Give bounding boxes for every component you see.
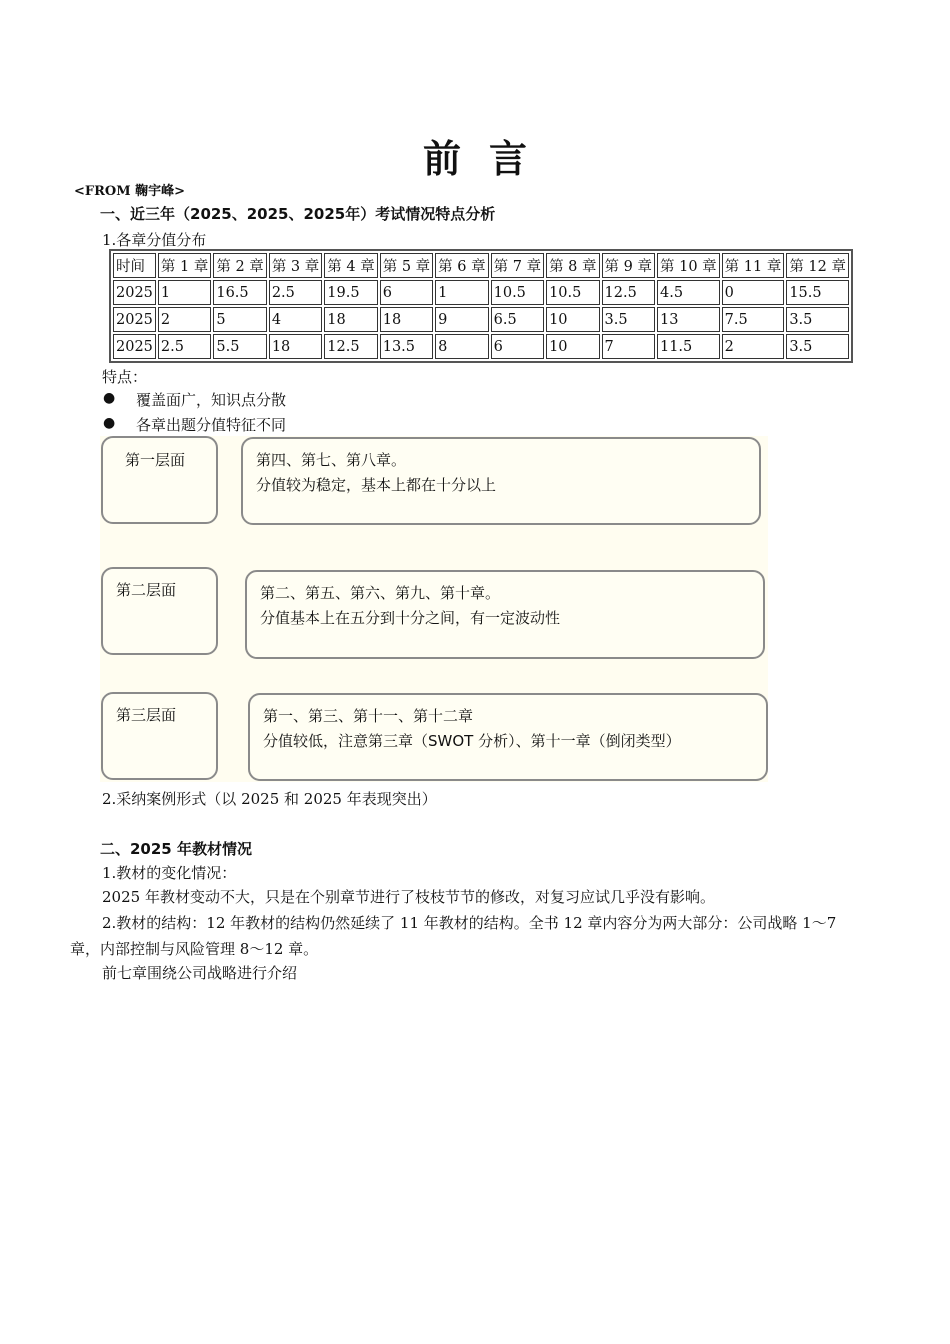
table-cell: 5.5: [213, 334, 266, 359]
features-label: 特点：: [102, 368, 148, 386]
table-cell: 4: [269, 307, 322, 332]
table-header-cell: 第 1 章: [158, 253, 211, 278]
level-1-chapters: 第四、第七、第八章。: [256, 451, 407, 469]
table-header-cell: 第 7 章: [491, 253, 544, 278]
table-cell: 4.5: [657, 280, 720, 305]
table-cell: 3.5: [602, 307, 655, 332]
table-header-cell: 第 5 章: [380, 253, 433, 278]
table-cell: 0: [722, 280, 785, 305]
bullet-item: 覆盖面广，知识点分散: [136, 391, 287, 409]
score-table: [109, 249, 853, 363]
table-cell: 9: [435, 307, 488, 332]
table-cell: 16.5: [213, 280, 266, 305]
table-header-cell: 第 10 章: [657, 253, 720, 278]
level-3-content-box: [248, 693, 768, 781]
author-note: <FROM 鞠宇峰>: [74, 184, 186, 199]
section1-sub2: 2.采纳案例形式（以 2025 和 2025 年表现突出）: [102, 790, 437, 808]
table-cell: 2.5: [269, 280, 322, 305]
section2-para1: 2025 年教材变动不大，只是在个别章节进行了枝枝节节的修改，对复习应试几乎没有影响。: [102, 888, 715, 906]
level-2-label: 第二层面: [116, 581, 177, 599]
level-1-content-box: [241, 437, 761, 525]
section2-heading: 二、2025 年教材情况: [100, 840, 252, 858]
level-1-description: 分值较为稳定，基本上都在十分以上: [256, 476, 497, 494]
table-cell: 6: [380, 280, 433, 305]
level-1-label-box: [101, 436, 218, 524]
table-cell: 6.5: [491, 307, 544, 332]
table-header-cell: 第 6 章: [435, 253, 488, 278]
table-cell: 12.5: [324, 334, 377, 359]
table-header-cell: 第 9 章: [602, 253, 655, 278]
table-cell: 7.5: [722, 307, 785, 332]
table-cell: 8: [435, 334, 488, 359]
table-cell: 10.5: [491, 280, 544, 305]
table-cell: 5: [213, 307, 266, 332]
table-header-cell: 第 12 章: [786, 253, 849, 278]
section2-para2-line1: 2.教材的结构：12 年教材的结构仍然延续了 11 年教材的结构。全书 12 章内容分为两大部分：公司战略 1～7: [102, 914, 837, 932]
table-row: [113, 307, 849, 332]
table-cell: 2025: [113, 280, 156, 305]
table-header-cell: 第 2 章: [213, 253, 266, 278]
section2-sub1: 1.教材的变化情况：: [102, 864, 237, 882]
level-3-label-box: [101, 692, 218, 780]
table-header-row: [113, 253, 849, 278]
bullet-item: 各章出题分值特征不同: [136, 416, 287, 434]
table-cell: 2.5: [158, 334, 211, 359]
table-cell: 6: [491, 334, 544, 359]
table-cell: 2025: [113, 334, 156, 359]
table-header-cell: 时间: [113, 253, 156, 278]
table-cell: 2: [158, 307, 211, 332]
table-cell: 13: [657, 307, 720, 332]
level-3-description: 分值较低，注意第三章（SWOT 分析）、第十一章（倒闭类型）: [263, 732, 681, 750]
table-cell: 3.5: [786, 334, 849, 359]
bullet-icon: ●: [103, 415, 116, 431]
table-cell: 10: [546, 307, 599, 332]
level-3-label: 第三层面: [116, 706, 177, 724]
table-row: [113, 334, 849, 359]
bullet-icon: ●: [103, 390, 116, 406]
table-cell: 12.5: [602, 280, 655, 305]
table-cell: 3.5: [786, 307, 849, 332]
table-cell: 10.5: [546, 280, 599, 305]
table-header-cell: 第 8 章: [546, 253, 599, 278]
table-header-cell: 第 11 章: [722, 253, 785, 278]
table-cell: 7: [602, 334, 655, 359]
section2-para2-line2: 章，内部控制与风险管理 8～12 章。: [70, 940, 319, 958]
table-cell: 2: [722, 334, 785, 359]
table-cell: 10: [546, 334, 599, 359]
table-header-cell: 第 4 章: [324, 253, 377, 278]
level-2-chapters: 第二、第五、第六、第九、第十章。: [260, 584, 501, 602]
table-cell: 1: [158, 280, 211, 305]
section1-heading: 一、近三年（2025、2025、2025年）考试情况特点分析: [100, 205, 496, 223]
table-cell: 2025: [113, 307, 156, 332]
level-2-content-box: [245, 570, 765, 659]
table-row: [113, 280, 849, 305]
level-1-label: 第一层面: [125, 451, 186, 469]
table-cell: 18: [380, 307, 433, 332]
table-cell: 15.5: [786, 280, 849, 305]
page-title: 前言: [422, 137, 555, 181]
level-diagram: [100, 436, 768, 782]
section1-sub1: 1.各章分值分布: [102, 231, 207, 249]
table-cell: 1: [435, 280, 488, 305]
level-2-description: 分值基本上在五分到十分之间，有一定波动性: [260, 609, 561, 627]
level-3-chapters: 第一、第三、第十一、第十二章: [263, 707, 474, 725]
table-cell: 13.5: [380, 334, 433, 359]
level-2-label-box: [101, 567, 218, 655]
table-cell: 19.5: [324, 280, 377, 305]
section2-para3: 前七章围绕公司战略进行介绍: [102, 964, 298, 982]
table-cell: 18: [269, 334, 322, 359]
table-cell: 11.5: [657, 334, 720, 359]
table-cell: 18: [324, 307, 377, 332]
table-header-cell: 第 3 章: [269, 253, 322, 278]
